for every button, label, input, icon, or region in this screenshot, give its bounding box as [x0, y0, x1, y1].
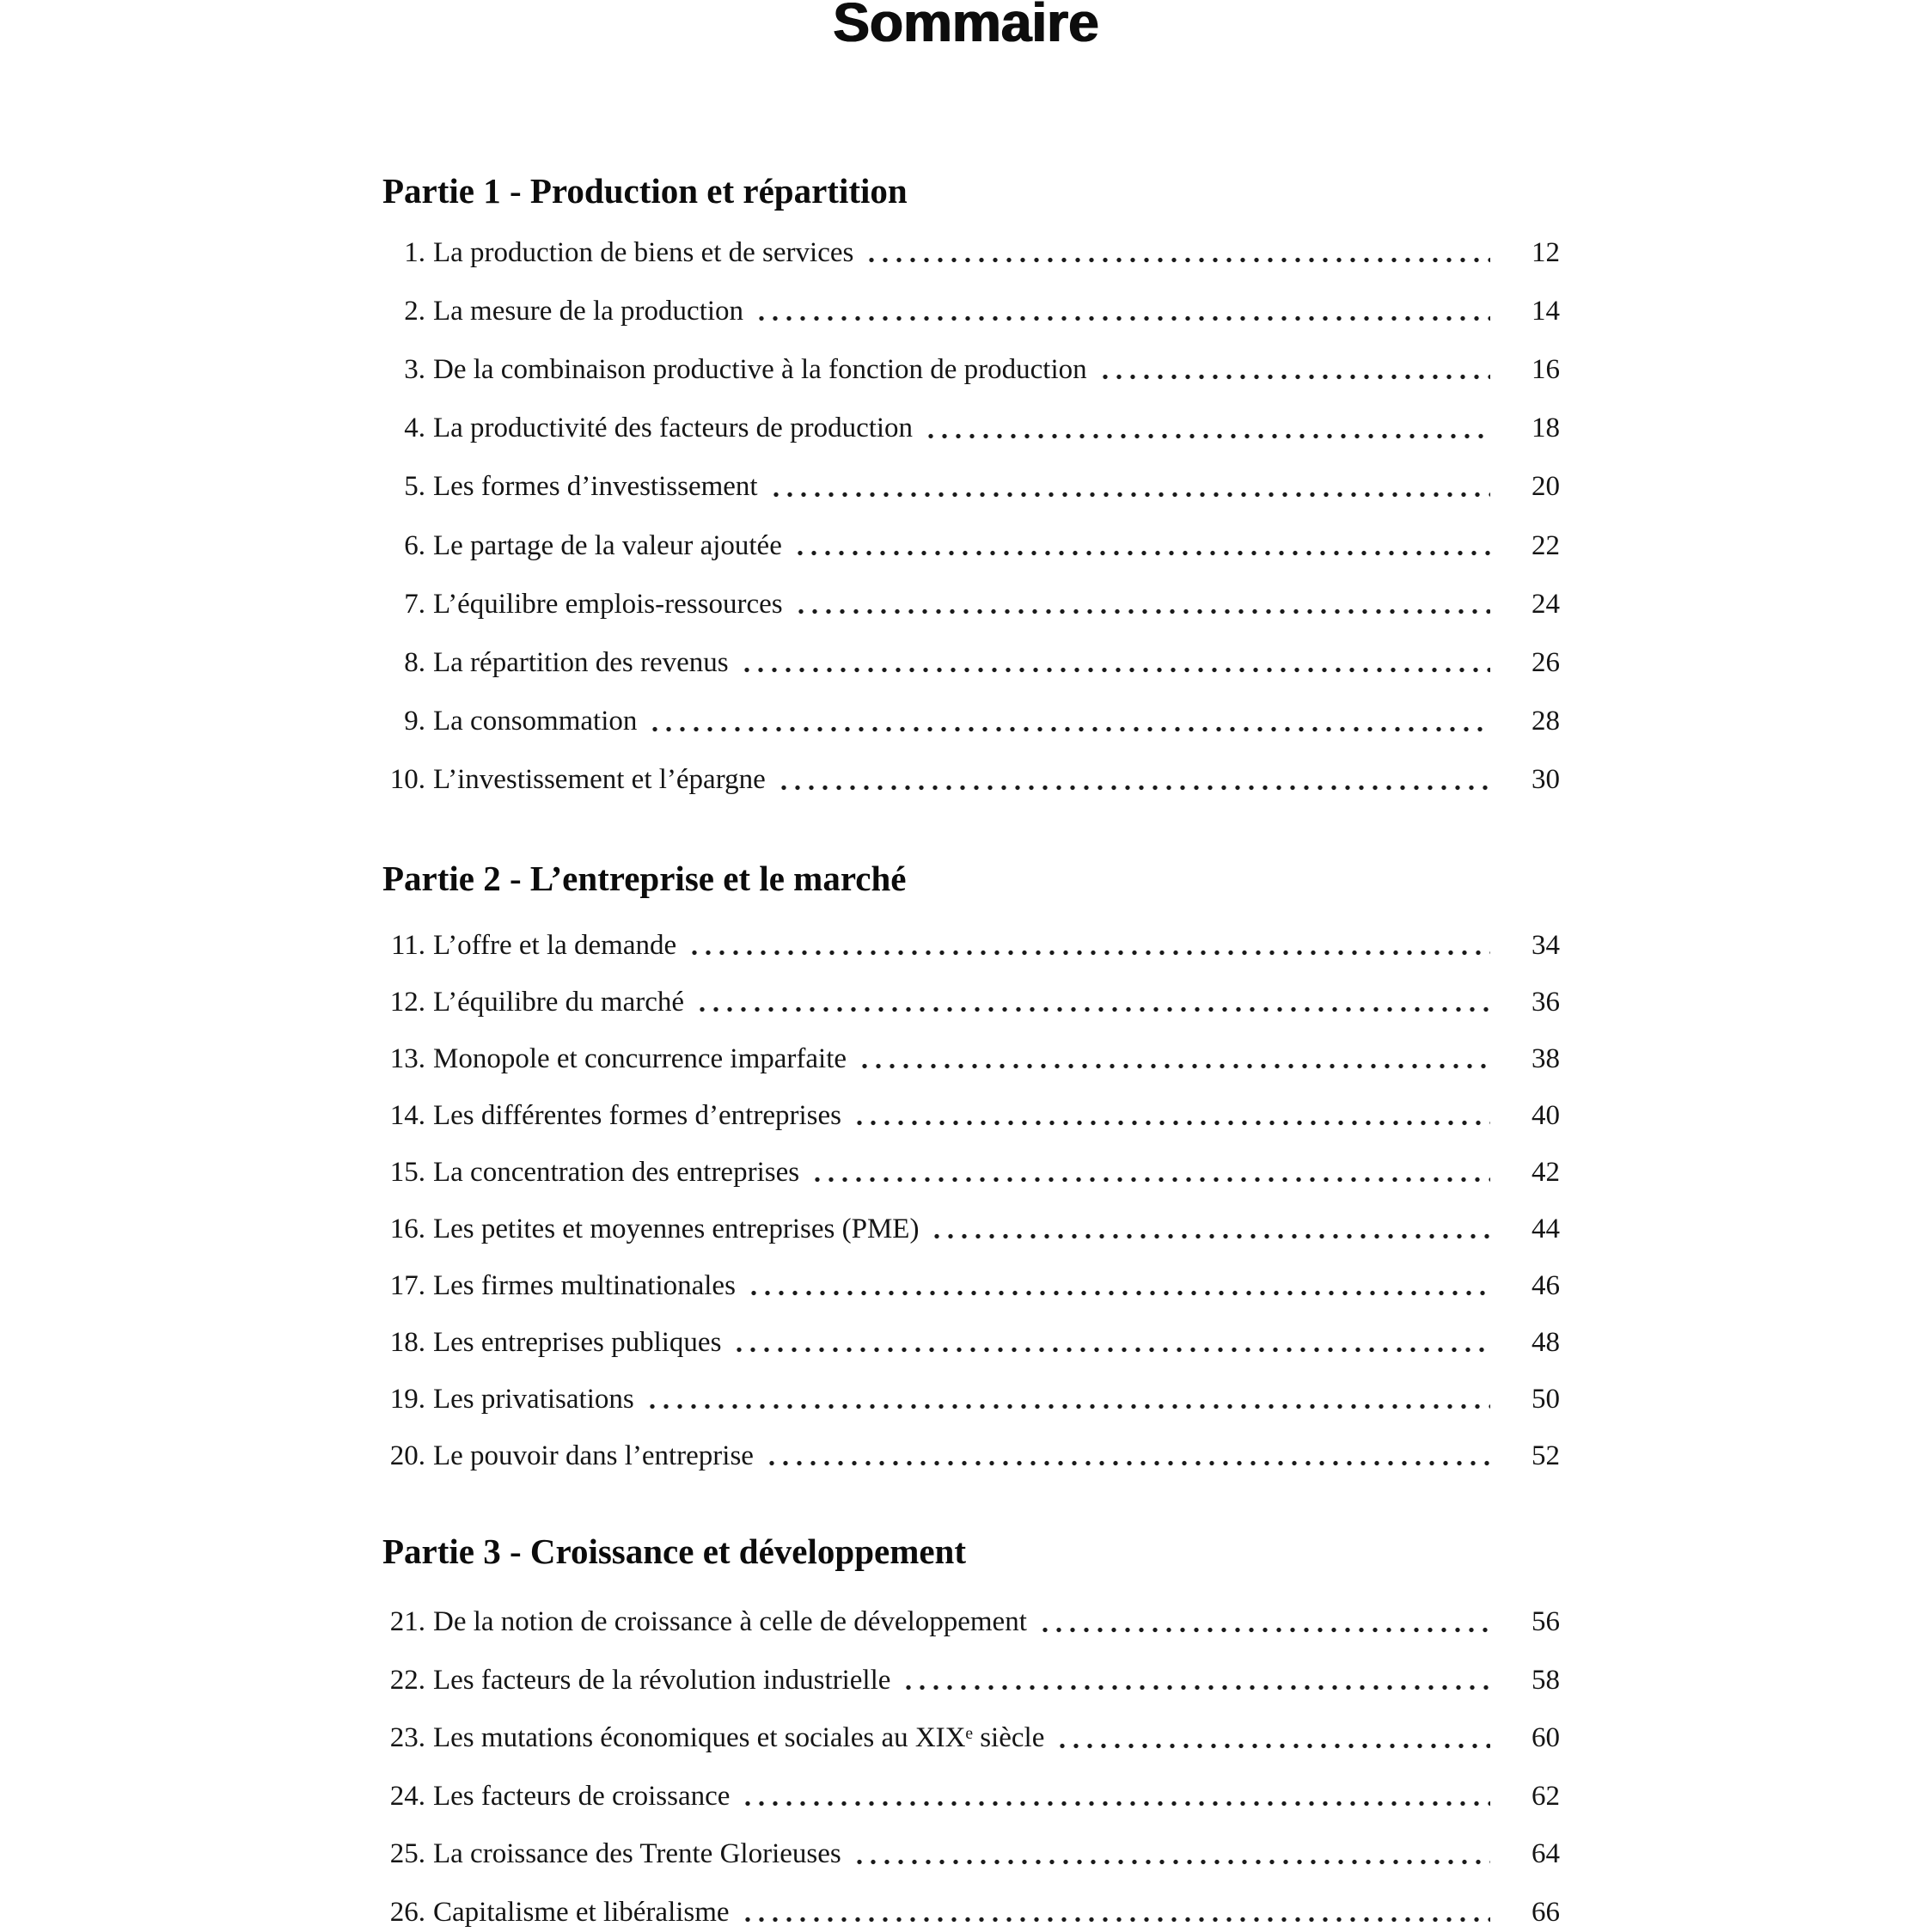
toc-leader-dots [645, 1385, 1490, 1414]
toc-entry-label: Les privatisations [433, 1383, 634, 1415]
toc-entry-page: 66 [1532, 1896, 1560, 1928]
toc-entry-page: 14 [1532, 295, 1560, 327]
toc-entry-page: 52 [1532, 1440, 1560, 1471]
toc-entry-page: 22 [1532, 529, 1560, 561]
toc-entry-label: L’investissement et l’épargne [433, 764, 766, 796]
toc-entry [382, 340, 1560, 399]
toc-entry-page: 64 [1532, 1838, 1560, 1870]
toc-entry-label: Capitalisme et libéralisme [433, 1896, 730, 1928]
toc-entry-number: 8. [404, 646, 425, 678]
toc-entry-number: 18. [389, 1326, 425, 1358]
toc-leader-dots [1055, 1724, 1490, 1753]
toc-entry-page: 56 [1532, 1606, 1560, 1638]
toc-leader-dots [695, 987, 1490, 1017]
toc-entry [382, 517, 1560, 575]
toc-leader-dots [810, 1158, 1490, 1187]
toc-entry-number: 21. [389, 1606, 425, 1638]
toc-rows [382, 917, 1560, 1484]
toc-leader-dots [794, 590, 1490, 619]
toc-leader-dots [732, 1328, 1490, 1357]
toc-entry-page: 40 [1532, 1099, 1560, 1131]
toc-entry [382, 400, 1560, 458]
toc-entry-number: 26. [389, 1896, 425, 1928]
toc-entry-page: 12 [1532, 236, 1560, 268]
toc-entry-page: 36 [1532, 986, 1560, 1018]
page-title: Sommaire [833, 0, 1099, 53]
toc-leader-dots [769, 473, 1490, 502]
toc-entry [382, 633, 1560, 692]
toc-entry-number: 13. [389, 1042, 425, 1074]
toc-leader-dots [924, 414, 1490, 443]
toc-section-partie-2 [382, 859, 1560, 1484]
toc-leader-dots [902, 1666, 1490, 1695]
toc-entry-page: 28 [1532, 706, 1560, 737]
toc-entry [382, 974, 1560, 1030]
toc-entry-number: 16. [389, 1213, 425, 1244]
toc-section-partie-3 [382, 1532, 1560, 1932]
toc-entry-label: La production de biens et de services [433, 236, 854, 268]
toc-entry-number: 22. [389, 1664, 425, 1696]
toc-entry-label: L’équilibre du marché [433, 986, 685, 1018]
toc-entry [382, 1428, 1560, 1484]
toc-entry-label: La répartition des revenus [433, 646, 729, 678]
toc-leader-dots [777, 766, 1490, 795]
toc-entry [382, 1314, 1560, 1371]
toc-rows [382, 1593, 1560, 1932]
toc-entry [382, 1144, 1560, 1201]
toc-entry-number: 9. [404, 706, 425, 737]
toc-entry [382, 1593, 1560, 1652]
toc-entry-number: 14. [389, 1099, 425, 1131]
toc-entry [382, 751, 1560, 810]
toc-entry-number: 5. [404, 471, 425, 503]
toc-leader-dots [793, 531, 1490, 560]
toc-entry-label: Les firmes multinationales [433, 1269, 736, 1301]
toc-entry-number: 20. [389, 1440, 425, 1471]
toc-leader-dots [741, 1898, 1490, 1927]
toc-entry [382, 1884, 1560, 1932]
toc-entry-label: Les petites et moyennes entreprises (PME) [433, 1213, 920, 1244]
toc-entry-number: 17. [389, 1269, 425, 1301]
toc-entry [382, 1087, 1560, 1144]
toc-entry-label: Les entreprises publiques [433, 1326, 722, 1358]
toc-entry-number: 15. [389, 1156, 425, 1188]
toc-entry-number: 6. [404, 529, 425, 561]
toc-entry-page: 34 [1532, 929, 1560, 961]
toc-entry-page: 30 [1532, 764, 1560, 796]
toc-entry-number: 25. [389, 1838, 425, 1870]
section-heading: Partie 2 - L’entreprise et le marché [382, 859, 907, 898]
toc-entry-page: 20 [1532, 471, 1560, 503]
toc-entry-number: 24. [389, 1780, 425, 1812]
toc-entry-page: 42 [1532, 1156, 1560, 1188]
toc-entry-number: 19. [389, 1383, 425, 1415]
toc-leader-dots [930, 1214, 1490, 1244]
toc-entry [382, 693, 1560, 751]
section-heading: Partie 1 - Production et répartition [382, 171, 908, 211]
toc-section-partie-1 [382, 171, 1560, 810]
toc-entry [382, 1371, 1560, 1428]
toc-entry [382, 1709, 1560, 1768]
toc-entry-label: De la notion de croissance à celle de développement [433, 1606, 1027, 1638]
toc-leader-dots [755, 297, 1490, 326]
toc-entry-number: 10. [389, 764, 425, 796]
toc-entry-label: Les facteurs de croissance [433, 1780, 731, 1812]
toc-entry-number: 11. [390, 929, 425, 961]
toc-entry [382, 1201, 1560, 1257]
toc-entry-number: 4. [404, 413, 425, 444]
toc-entry-page: 62 [1532, 1780, 1560, 1812]
toc-entry-label: La croissance des Trente Glorieuses [433, 1838, 841, 1870]
toc-leader-dots [1038, 1608, 1490, 1637]
toc-leader-dots [1098, 355, 1490, 384]
toc-entry-page: 46 [1532, 1269, 1560, 1301]
toc-entry-page: 60 [1532, 1722, 1560, 1754]
toc-entry [382, 1257, 1560, 1314]
toc-entry-page: 38 [1532, 1042, 1560, 1074]
toc-entry-label: Les facteurs de la révolution industrielle [433, 1664, 891, 1696]
toc-leader-dots [853, 1840, 1490, 1869]
toc-rows [382, 223, 1560, 810]
toc-entry-page: 16 [1532, 353, 1560, 385]
toc-entry [382, 1652, 1560, 1710]
toc-leader-dots [765, 1441, 1490, 1470]
toc-entry-label: La mesure de la production [433, 295, 744, 327]
toc-entry-label: Les mutations économiques et sociales au XIXᵉ siècle [433, 1722, 1045, 1754]
toc-entry-label: La productivité des facteurs de production [433, 413, 914, 444]
toc-entry [382, 575, 1560, 633]
toc-leader-dots [865, 238, 1490, 267]
toc-entry-label: L’offre et la demande [433, 929, 677, 961]
toc-entry-page: 24 [1532, 588, 1560, 620]
toc-entry [382, 282, 1560, 340]
toc-entry-number: 23. [389, 1722, 425, 1754]
toc-entry-label: L’équilibre emplois-ressources [433, 588, 783, 620]
toc-entry-page: 26 [1532, 646, 1560, 678]
toc-leader-dots [688, 931, 1490, 960]
toc-leader-dots [648, 707, 1490, 737]
toc-entry [382, 1030, 1560, 1087]
toc-leader-dots [853, 1101, 1490, 1130]
toc-entry-number: 12. [389, 986, 425, 1018]
toc-entry-label: La concentration des entreprises [433, 1156, 800, 1188]
toc-entry [382, 458, 1560, 517]
toc-leader-dots [740, 648, 1490, 677]
toc-entry-label: Les différentes formes d’entreprises [433, 1099, 841, 1131]
toc-entry-number: 2. [404, 295, 425, 327]
toc-entry-label: La consommation [433, 706, 638, 737]
toc-entry-label: De la combinaison productive à la fonction de production [433, 353, 1087, 385]
toc-entry-page: 58 [1532, 1664, 1560, 1696]
toc-entry-label: Le pouvoir dans l’entreprise [433, 1440, 754, 1471]
toc-entry [382, 1768, 1560, 1826]
section-heading: Partie 3 - Croissance et développement [382, 1532, 967, 1571]
toc-entry-label: Les formes d’investissement [433, 471, 758, 503]
toc-entry [382, 1825, 1560, 1884]
toc-entry-page: 48 [1532, 1326, 1560, 1358]
toc-entry-page: 50 [1532, 1383, 1560, 1415]
toc-entry [382, 223, 1560, 282]
toc-entry-label: Le partage de la valeur ajoutée [433, 529, 782, 561]
toc-entry-label: Monopole et concurrence imparfaite [433, 1042, 847, 1074]
toc-leader-dots [747, 1271, 1490, 1300]
toc-entry-number: 7. [404, 588, 425, 620]
toc-leader-dots [858, 1044, 1490, 1073]
toc-entry-page: 18 [1532, 413, 1560, 444]
toc-entry-number: 3. [404, 353, 425, 385]
toc-entry-number: 1. [404, 236, 425, 268]
toc-entry [382, 917, 1560, 974]
toc-leader-dots [741, 1782, 1490, 1811]
toc-entry-page: 44 [1532, 1213, 1560, 1244]
